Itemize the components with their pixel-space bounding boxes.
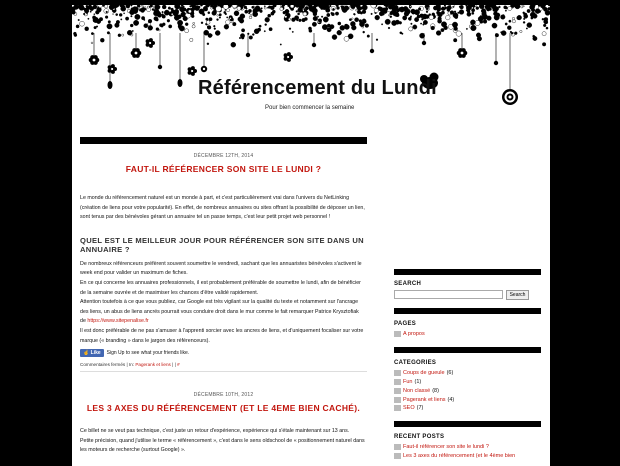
- post-subheading: QUEL EST LE MEILLEUR JOUR POUR RÉFÉRENCER SON SITE DANS UN ANNUAIRE ?: [80, 235, 364, 254]
- facebook-like-widget: [80, 348, 367, 358]
- post-paragraph: Petite précision, quand j'utilise le terme « référencement », c'est dans le sens oldschool de « positionnement naturel dans les moteurs de recherche (surtout Google) ».: [80, 437, 365, 454]
- folder-icon: [394, 379, 401, 385]
- category-count: (8): [432, 387, 439, 394]
- sidebar-bar: [394, 421, 541, 427]
- search-input[interactable]: [394, 290, 503, 299]
- folder-icon: [394, 397, 401, 403]
- search-title: SEARCH: [394, 281, 422, 287]
- header-banner: [72, 5, 550, 123]
- post-meta: [80, 362, 367, 372]
- post-category-link[interactable]: Pagerank et liens: [135, 362, 171, 368]
- search-form: [394, 290, 541, 300]
- sitepenalise-link[interactable]: https://www.sitepenalise.fr: [87, 318, 149, 325]
- category-link[interactable]: Coups de gueule: [403, 370, 445, 377]
- category-count: (7): [416, 405, 424, 412]
- recent-post-item[interactable]: [394, 443, 541, 452]
- folder-icon: [394, 331, 401, 337]
- post-paragraph: Ce billet ne se veut pas technique, c'est juste un retour d'expérience, expérience qui s'étale maintenant sur 13 ans.: [80, 428, 350, 435]
- folder-icon: [394, 405, 401, 411]
- recent-post-item[interactable]: [394, 452, 541, 461]
- site-tagline: Pour bien commencer la semaine: [265, 105, 355, 111]
- sidebar: [394, 269, 541, 460]
- post-meta-suffix: | |: [172, 362, 176, 368]
- categories-title: CATEGORIES: [394, 359, 437, 366]
- sidebar-bar: [394, 308, 541, 314]
- content-top-bar: [80, 137, 367, 144]
- post-permalink[interactable]: #: [177, 362, 180, 368]
- category-item[interactable]: [394, 395, 541, 404]
- category-link[interactable]: Pagerank et liens: [403, 396, 446, 403]
- facebook-like-label: Like: [90, 350, 101, 357]
- main-content: [80, 137, 367, 456]
- category-link[interactable]: Fun: [403, 378, 413, 385]
- recent-posts-list: [394, 443, 541, 461]
- recent-post-link[interactable]: Faut-il référencer son site le lundi ?: [403, 444, 489, 451]
- thumbs-up-icon: ☝: [83, 350, 90, 357]
- category-item[interactable]: [394, 369, 541, 378]
- post-paragraph: [80, 298, 365, 327]
- post-meta-prefix: Commentaires fermés | In:: [80, 362, 135, 368]
- categories-list: [394, 369, 541, 413]
- folder-icon: [394, 370, 401, 376]
- recent-post-link[interactable]: Les 3 axes du référencement (et le 4ème bien: [403, 452, 516, 459]
- site-title[interactable]: Référencement du Lundi: [198, 77, 437, 99]
- category-link[interactable]: Non classé: [403, 387, 431, 394]
- pages-title: PAGES: [394, 321, 417, 327]
- post-paragraph: En ce qui concerne les annuaires professionnels, il est probablement préférable de soumettre le lundi, afin de bénéficier de la semaine ouvrée et de maximiser les chances d'être validé rapidement.: [80, 279, 361, 296]
- post-paragraph: Il est donc préférable de ne pas s'amuser à l'apprenti sorcier avec les ancres de liens, et d'uniquement focaliser sur votre marque (« branding » dans le jargon des référenceurs).: [80, 327, 364, 344]
- category-count: (1): [414, 378, 422, 385]
- page-item[interactable]: [394, 330, 541, 339]
- post-intro: Le monde du référencement naturel est un monde à part, et c'est particulièrement vrai dans l'univers du NetLinking (création de liens pour votre popularité). En effet, de nombreux annuaires ou sites offrant la possibilité de déposer un lien, sont tenus par des bénévoles gérant un annuaire tel un passe temps, c'est leur petit projet web personnel !: [80, 195, 365, 221]
- category-link[interactable]: SEO: [403, 405, 415, 412]
- recent-posts-title: RECENT POSTS: [394, 433, 445, 440]
- page-link[interactable]: A propos: [403, 331, 425, 338]
- sidebar-bar: [394, 347, 541, 353]
- page: [72, 5, 550, 466]
- category-count: (4): [447, 396, 455, 403]
- category-item[interactable]: [394, 404, 541, 413]
- folder-icon: [394, 444, 401, 450]
- sidebar-bar: [394, 269, 541, 275]
- post-title[interactable]: LES 3 AXES DU RÉFÉRENCEMENT (ET LE 4EME BIEN CACHÉ).: [86, 403, 361, 414]
- pages-list: [394, 330, 541, 339]
- folder-icon: [394, 453, 401, 459]
- facebook-like-button[interactable]: [80, 349, 104, 357]
- post-paragraph-text: Attention toutefois à ce que vous publiez, car Google est très vigilant sur la qualité du texte et notamment sur l'ancrage des liens, un abus de liens ancrés pourrait vous conduire droit dans le mur comme le fait remarquer Patrice Krysztofiak de: [80, 299, 359, 325]
- category-item[interactable]: [394, 378, 541, 387]
- category-item[interactable]: [394, 386, 541, 395]
- category-count: (6): [446, 370, 454, 377]
- post-title[interactable]: FAUT-IL RÉFÉRENCER SON SITE LE LUNDI ?: [125, 164, 322, 174]
- post-date: DÉCEMBRE 12TH, 2014: [193, 153, 254, 159]
- post-date: DÉCEMBRE 10TH, 2012: [193, 392, 254, 399]
- facebook-signup-text[interactable]: Sign Up to see what your friends like.: [106, 350, 190, 357]
- search-button[interactable]: Search: [506, 290, 529, 300]
- post-paragraph: De nombreux référenceurs préfèrent souvent soumettre le vendredi, sachant que les annuaristes bénévoles s'activent le week end pour valider un maximum de fiches.: [80, 260, 362, 277]
- folder-icon: [394, 388, 401, 394]
